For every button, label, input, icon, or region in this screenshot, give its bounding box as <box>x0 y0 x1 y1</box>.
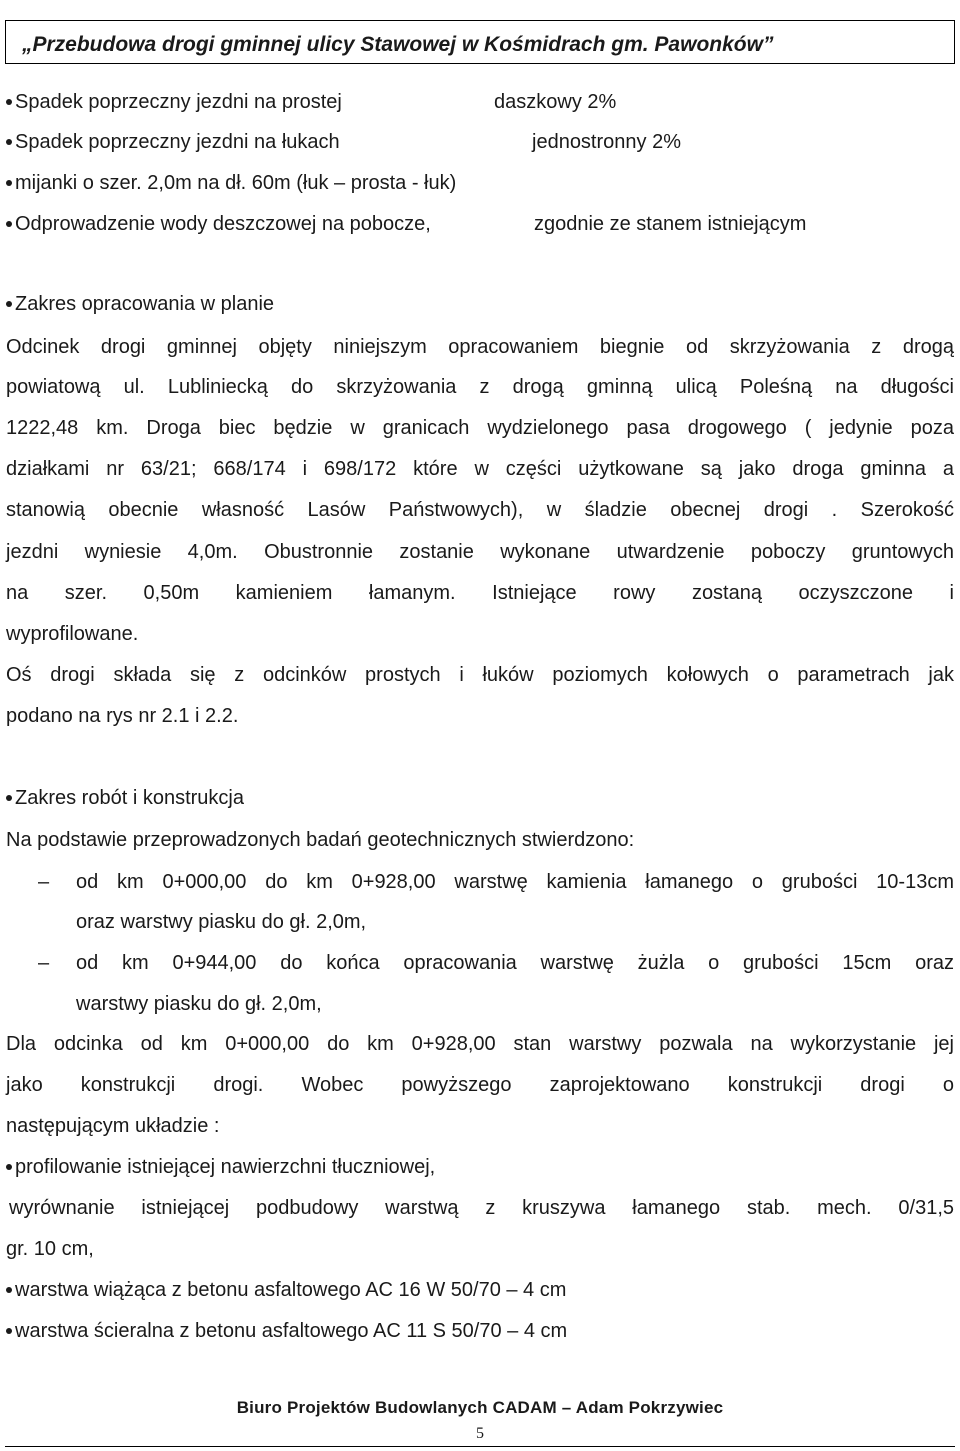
dash-icon: – <box>38 871 50 893</box>
spec-item: mijanki o szer. 2,0m na dł. 60m (łuk – prosta - łuk) <box>6 171 456 195</box>
footer-divider <box>5 1446 955 1447</box>
spec-item: Odprowadzenie wody deszczowej na pobocze, <box>6 212 431 236</box>
paragraph-line: następującym układzie : <box>6 1115 220 1137</box>
paragraph-line: jezdni wyniesie 4,0m. Obustronnie zostanie wykonane utwardzenie poboczy gruntowych <box>6 541 954 563</box>
layer-item: profilowanie istniejącej nawierzchni tłuczniowej, <box>6 1155 435 1179</box>
spec-item: Spadek poprzeczny jezdni na prostej <box>6 90 342 114</box>
footer-company: Biuro Projektów Budowlanych CADAM – Adam Pokrzywiec <box>236 1398 724 1417</box>
bullet-icon <box>6 180 12 186</box>
section-heading: Zakres robót i konstrukcja <box>6 786 244 810</box>
section-heading: Zakres opracowania w planie <box>6 292 274 316</box>
paragraph-line: 1222,48 km. Droga biec będzie w granicach wydzielonego pasa drogowego ( jedynie poza <box>6 417 954 439</box>
spec-value: zgodnie ze stanem istniejącym <box>534 213 807 235</box>
bullet-icon <box>6 1287 12 1293</box>
dash-item-line: od km 0+000,00 do km 0+928,00 warstwę kamienia łamanego o grubości 10-13cm <box>76 871 954 893</box>
paragraph-line: wyprofilowane. <box>6 623 139 645</box>
layer-item: wyrównanie istniejącej podbudowy warstwą z kruszywa łamanego stab. mech. 0/31,5 <box>9 1197 954 1219</box>
paragraph-line: Oś drogi składa się z odcinków prostych i łuków poziomych kołowych o parametrach jak <box>6 664 954 686</box>
spec-item: Spadek poprzeczny jezdni na łukach <box>6 130 340 154</box>
bullet-icon <box>6 221 12 227</box>
paragraph-line: podano na rys nr 2.1 i 2.2. <box>6 705 239 727</box>
section-intro: Na podstawie przeprowadzonych badań geotechnicznych stwierdzono: <box>6 829 635 851</box>
layer-item: warstwa wiążąca z betonu asfaltowego AC 16 W 50/70 – 4 cm <box>6 1278 566 1302</box>
paragraph-line: jako konstrukcji drogi. Wobec powyższego zaprojektowano konstrukcji drogi o <box>6 1074 954 1096</box>
paragraph-line: Odcinek drogi gminnej objęty niniejszym opracowaniem biegnie od skrzyżowania z drogą <box>6 336 954 358</box>
bullet-icon <box>6 99 12 105</box>
page-title: „Przebudowa drogi gminnej ulicy Stawowej w Kośmidrach gm. Pawonków” <box>22 33 774 56</box>
page-number: 5 <box>476 1425 484 1442</box>
dash-item-line: warstwy piasku do gł. 2,0m, <box>76 993 322 1015</box>
bullet-icon <box>6 795 12 801</box>
paragraph-line: działkami nr 63/21; 668/174 i 698/172 które w części użytkowane są jako droga gminna a <box>6 458 954 480</box>
dash-icon: – <box>38 952 50 974</box>
layer-item-continuation: gr. 10 cm, <box>6 1238 94 1260</box>
spec-value: jednostronny 2% <box>532 131 681 153</box>
bullet-icon <box>6 1328 12 1334</box>
spec-value: daszkowy 2% <box>494 91 617 113</box>
bullet-icon <box>6 301 12 307</box>
paragraph-line: powiatową ul. Lubliniecką do skrzyżowania z drogą gminną ulicą Poleśną na długości <box>6 376 954 398</box>
paragraph-line: stanowią obecnie własność Lasów Państwowych), w śladzie obecnej drogi . Szerokość <box>6 499 954 521</box>
dash-item-line: oraz warstwy piasku do gł. 2,0m, <box>76 911 367 933</box>
paragraph-line: na szer. 0,50m kamieniem łamanym. Istniejące rowy zostaną oczyszczone i <box>6 582 954 604</box>
paragraph-line: Dla odcinka od km 0+000,00 do km 0+928,00 stan warstwy pozwala na wykorzystanie jej <box>6 1033 954 1055</box>
layer-item: warstwa ścieralna z betonu asfaltowego AC 11 S 50/70 – 4 cm <box>6 1319 567 1343</box>
bullet-icon <box>6 1164 12 1170</box>
dash-item-line: od km 0+944,00 do końca opracowania warstwę żużla o grubości 15cm oraz <box>76 952 954 974</box>
bullet-icon <box>6 139 12 145</box>
